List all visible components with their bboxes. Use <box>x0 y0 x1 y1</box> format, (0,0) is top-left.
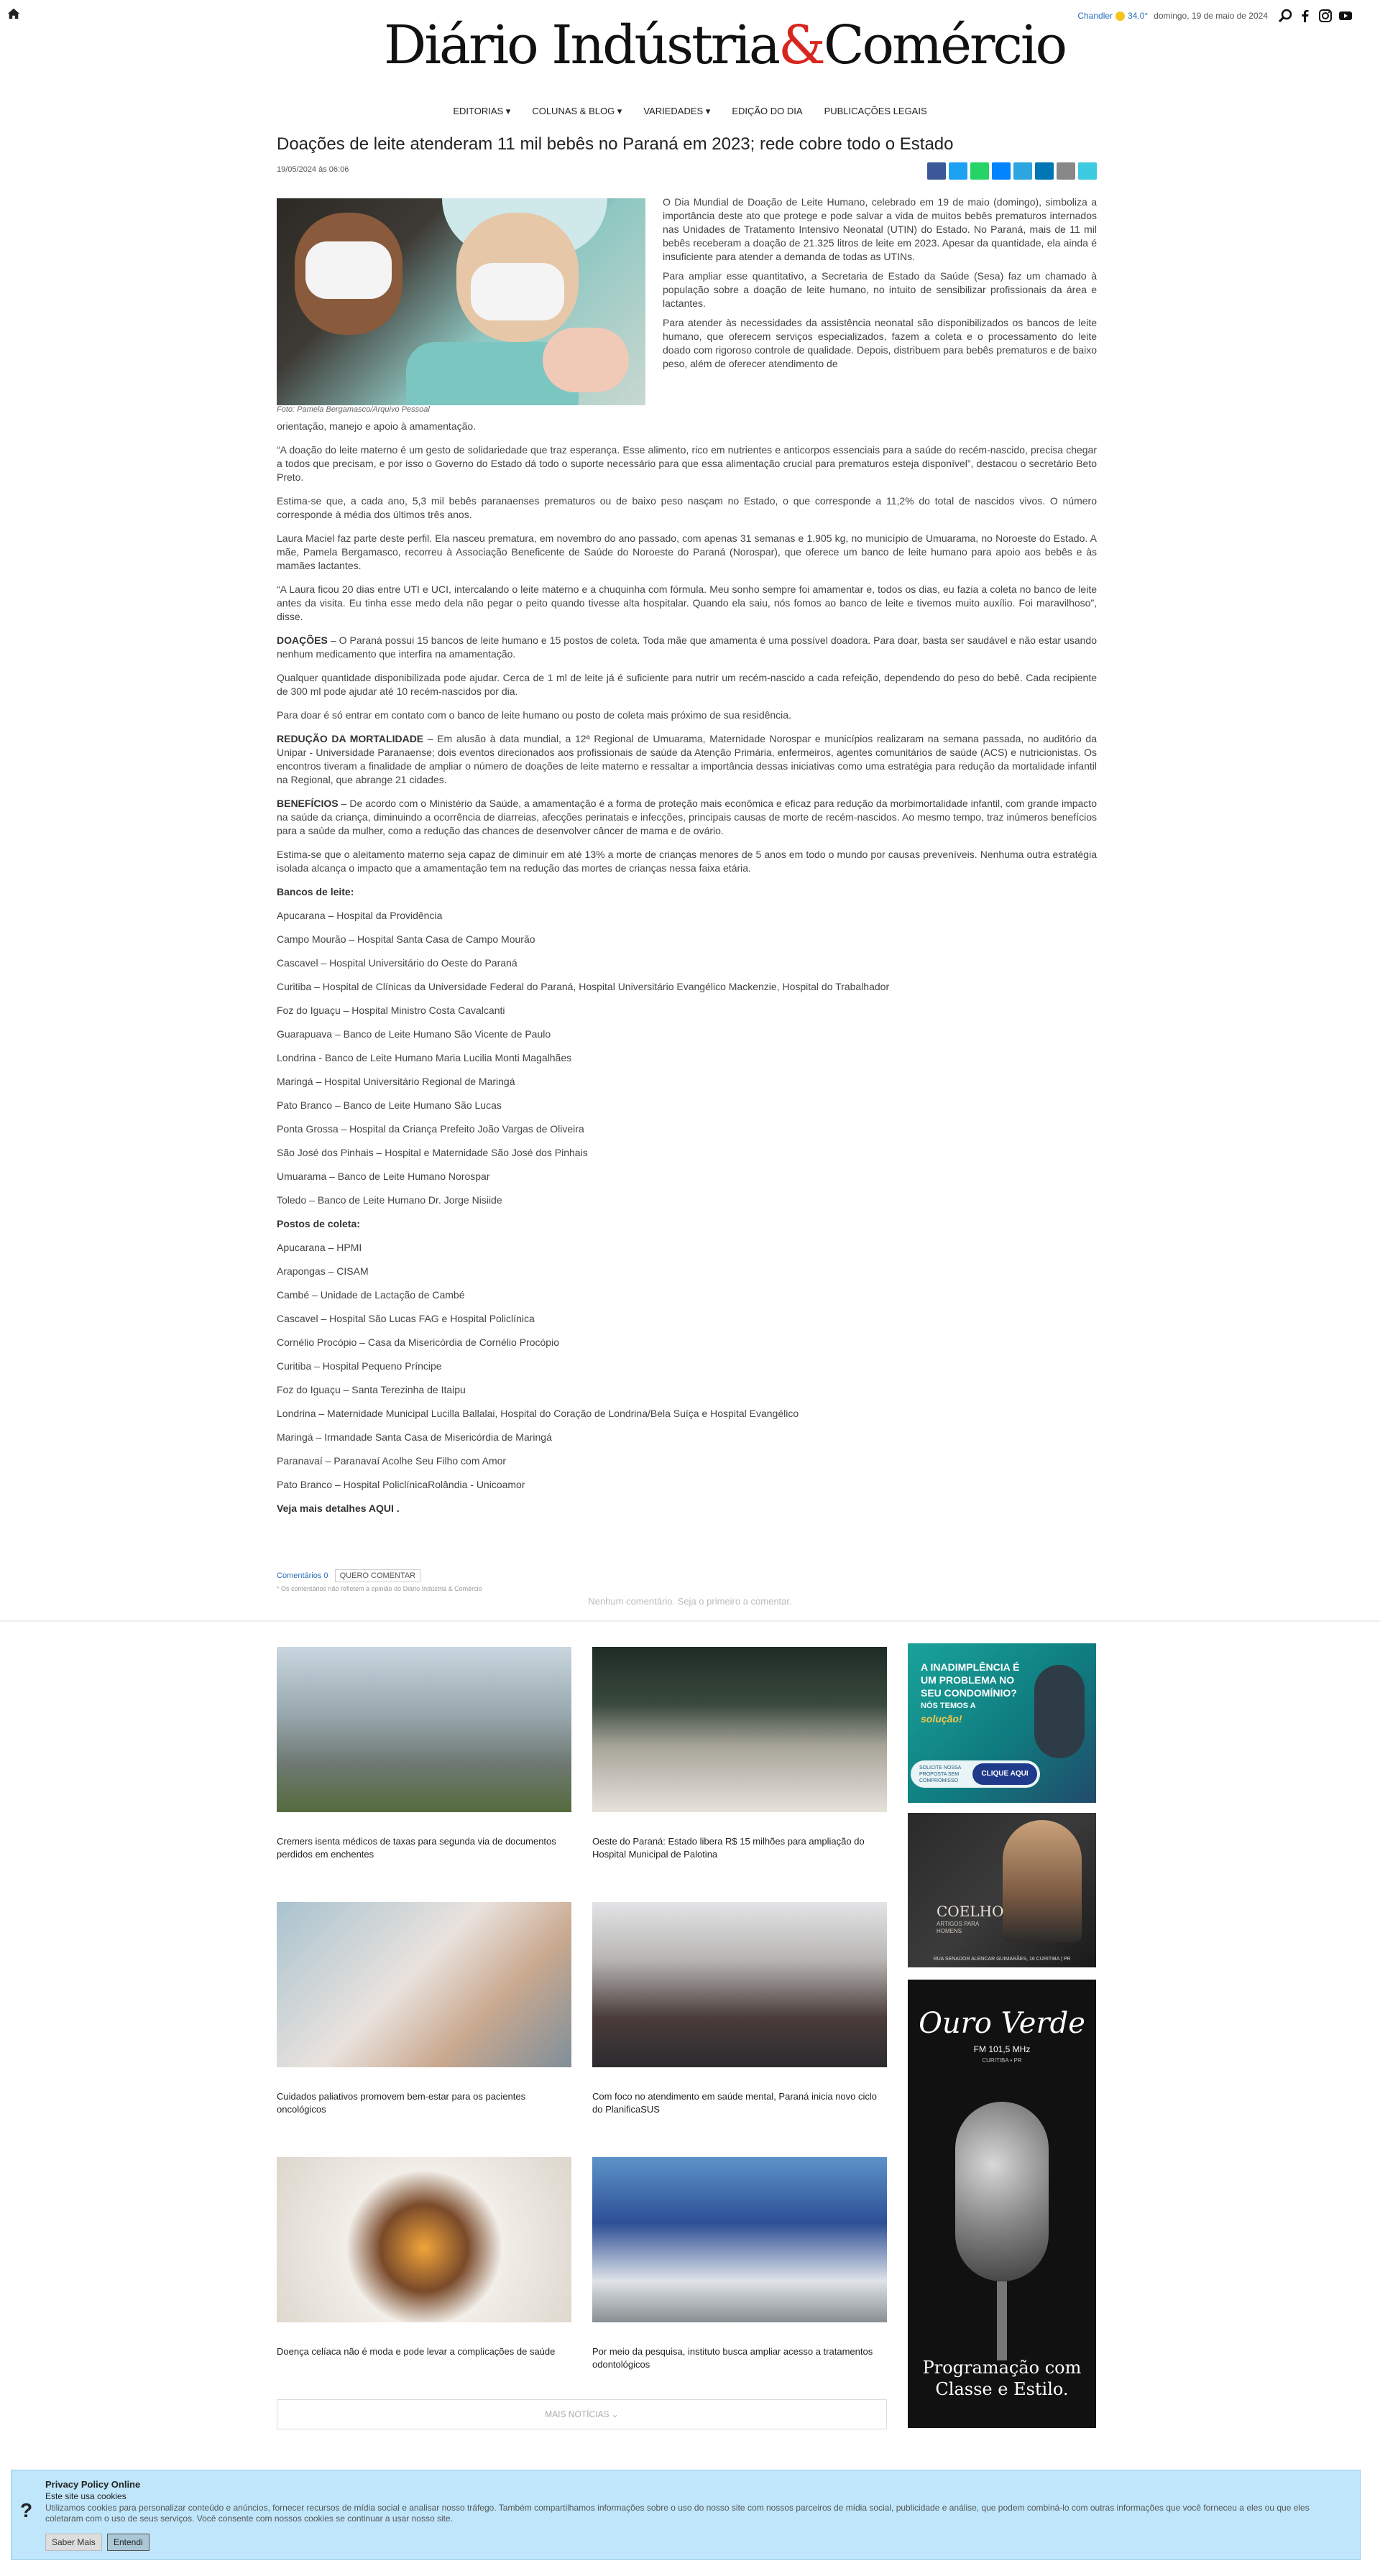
more-details-link[interactable]: Veja mais detalhes AQUI . <box>277 1502 400 1514</box>
article-body <box>277 420 1097 1525</box>
list-item: Pato Branco – Hospital PoliclínicaRolândia - Unicoamor <box>277 1479 525 1490</box>
privacy-subtitle: Este site usa cookies <box>45 2491 126 2501</box>
intro-paragraph: O Dia Mundial de Doação de Leite Humano, celebrado em 19 de maio (domingo), simboliza a importância deste ato que protege e pode salvar a vida de muitos bebês prematuros internados nas Unidades de Tratamento Intensivo Neonatal (UTIN) do Estado. No Paraná, mais de 11 mil bebês receberam a doação de 21.325 litros de leite em 2023. Apesar da quantidade, ela ainda é insuficiente para atender a demanda de todas as UTINs. <box>663 196 1097 262</box>
list-item: Londrina – Maternidade Municipal Lucilla Ballalai, Hospital do Coração de Londrina/Bela Suíça e Hospital Evangélico <box>277 1408 799 1419</box>
ad-person-figure <box>1034 1665 1085 1758</box>
instagram-icon[interactable] <box>1318 9 1333 23</box>
ad-radio-city: CURITIBA • PR <box>982 2057 1022 2064</box>
logo-ampersand: & <box>778 14 824 76</box>
article <box>277 134 1098 1514</box>
share-email-icon[interactable] <box>1057 162 1075 180</box>
comment-button[interactable]: QUERO COMENTAR <box>335 1569 421 1582</box>
youtube-icon[interactable] <box>1338 9 1353 23</box>
ad-radio-freq: FM 101,5 MHz <box>973 2044 1031 2054</box>
article-intro <box>663 195 1097 377</box>
list-item: Maringá – Hospital Universitário Regional de Maringá <box>277 1076 515 1087</box>
ad-text-line: A INADIMPLÊNCIA É <box>921 1661 1020 1673</box>
list-item: Apucarana – HPMI <box>277 1242 362 1253</box>
list-item: Toledo – Banco de Leite Humano Dr. Jorge Nisiide <box>277 1194 502 1206</box>
nav-edicao-do-dia[interactable]: EDIÇÃO DO DIA <box>732 106 803 116</box>
share-telegram-icon[interactable] <box>1013 162 1032 180</box>
paragraph: Para doar é só entrar em contato com o banco de leite humano ou posto de coleta mais próximo de sua residência. <box>277 709 791 721</box>
privacy-text: Utilizamos cookies para personalizar conteúdo e anúncios, fornecer recursos de mídia social e analisar nosso tráfego. Também compartilhamos informações sobre o uso do nosso site com nossos parceiros de mídia social, publicidade e análise, que podem combiná-lo com outras informações que você forneceu a eles ou que eles coletaram com o uso de seus serviços. Você consente com nossos cookies se continuar a usar nosso site. <box>45 2503 1310 2524</box>
article-title: Doações de leite atenderam 11 mil bebês no Paraná em 2023; rede cobre todo o Estado <box>277 134 954 154</box>
cookie-consent-banner <box>11 2470 1361 2560</box>
paragraph: Qualquer quantidade disponibilizada pode ajudar. Cerca de 1 ml de leite já é suficiente para nutrir um recém-nascido a cada refeição, dependendo do peso do bebê. Cada recipiente de 300 ml pode ajudar até 10 recém-nascidos por dia. <box>277 672 1097 697</box>
ad-text-line: solução! <box>921 1713 962 1725</box>
news-title[interactable]: Cuidados paliativos promovem bem-estar para os pacientes oncológicos <box>277 2091 526 2115</box>
list-item: Foz do Iguaçu – Santa Terezinha de Itaipu <box>277 1384 466 1395</box>
comments-bar <box>277 1569 482 1592</box>
list-item: Maringá – Irmandade Santa Casa de Misericórdia de Maringá <box>277 1431 552 1443</box>
article-date: 19/05/2024 às 06:06 <box>277 165 349 174</box>
share-facebook-icon[interactable] <box>927 162 946 180</box>
intro-paragraph: Para atender às necessidades da assistência neonatal são disponibilizados os bancos de leite humano, que oferecem serviços especializados, fazem a coleta e o processamento do leite doado com rigoroso controle de qualidade. Depois, distribuem para bebês prematuros e de baixo peso, além de oferecer atendimento de <box>663 317 1097 369</box>
ad-banner-coelho[interactable] <box>908 1813 1096 1967</box>
ad-slogan-line: Programação com <box>922 2358 1082 2378</box>
weather-temperature: 34.0° <box>1128 11 1149 21</box>
news-thumbnail[interactable] <box>592 1647 887 1812</box>
share-bar <box>927 162 1097 180</box>
main-nav <box>0 103 1380 120</box>
paragraph-continued: orientação, manejo e apoio à amamentação. <box>277 420 477 432</box>
paragraph: Laura Maciel faz parte deste perfil. Ela nasceu prematura, em novembro do ano passado, com apenas 31 semanas e 1.905 kg, no município de Umuarama, no Noroeste do Estado. A mãe, Pamela Bergamasco, recorreu à Associação Beneficente de Saúde do Noroeste do Paraná (Norospar), que oferece um banco de leite humano para apoio aos bebês e às mamães lactantes. <box>277 532 1097 571</box>
share-linkedin-icon[interactable] <box>1035 162 1054 180</box>
news-title[interactable]: Com foco no atendimento em saúde mental, Paraná inicia novo ciclo do PlanificaSUS <box>592 2091 877 2115</box>
news-title[interactable]: Oeste do Paraná: Estado libera R$ 15 milhões para ampliação do Hospital Municipal de Palotina <box>592 1836 865 1860</box>
ad-address: RUA SENADOR ALENCAR GUIMARÃES, 16 CURITIBA | PR <box>933 1957 1071 1962</box>
keyword-beneficios: BENEFÍCIOS <box>277 798 339 809</box>
nav-colunas-blog[interactable]: COLUNAS & BLOG ▾ <box>532 106 622 116</box>
ad-text-line: UM PROBLEMA NO <box>921 1674 1015 1686</box>
bancos-title: Bancos de leite: <box>277 886 354 897</box>
ad-cta-button[interactable]: CLIQUE AQUI <box>972 1763 1037 1785</box>
news-thumbnail[interactable] <box>277 2157 571 2322</box>
news-thumbnail[interactable] <box>277 1647 571 1812</box>
news-card[interactable] <box>592 2157 887 2371</box>
list-item: Cambé – Unidade de Lactação de Cambé <box>277 1289 465 1301</box>
list-item: São José dos Pinhais – Hospital e Maternidade São José dos Pinhais <box>277 1147 588 1158</box>
list-item: Arapongas – CISAM <box>277 1265 369 1277</box>
news-title[interactable]: Por meio da pesquisa, instituto busca ampliar acesso a tratamentos odontológicos <box>592 2346 873 2370</box>
intro-paragraph: Para ampliar esse quantitativo, a Secretaria de Estado da Saúde (Sesa) faz um chamado à população sobre a doação de leite humano, no intuito de sensibilizar profissionais da área e lactantes. <box>663 270 1097 309</box>
help-icon: ? <box>20 2499 33 2521</box>
ad-brand-sub: ARTIGOS PARA HOMENS <box>937 1921 979 1934</box>
news-title[interactable]: Cremers isenta médicos de taxas para segunda via de documentos perdidos em enchentes <box>277 1836 556 1860</box>
logo-part-2: Comércio <box>823 14 1066 76</box>
no-comments-message: Nenhum comentário. Seja o primeiro a comentar. <box>588 1596 792 1607</box>
news-card[interactable] <box>277 1902 571 2116</box>
list-item: Foz do Iguaçu – Hospital Ministro Costa Cavalcanti <box>277 1005 505 1016</box>
news-thumbnail[interactable] <box>592 2157 887 2322</box>
photo-caption: Foto: Pamela Bergamasco/Arquivo Pessoal <box>277 405 430 414</box>
list-item: Ponta Grossa – Hospital da Criança Prefeito João Vargas de Oliveira <box>277 1123 584 1135</box>
list-item: Cascavel – Hospital Universitário do Oeste do Paraná <box>277 957 518 969</box>
article-photo <box>277 198 645 405</box>
facebook-icon[interactable] <box>1298 9 1312 23</box>
list-item: Apucarana – Hospital da Providência <box>277 910 443 921</box>
nav-editorias[interactable]: EDITORIAS ▾ <box>453 106 511 116</box>
ad-banner-condominio[interactable] <box>908 1643 1096 1803</box>
beneficios-text: – De acordo com o Ministério da Saúde, a amamentação é a forma de proteção mais econômica e eficaz para redução da morbimortalidade infantil, com grande impacto na saúde da criança, diminuindo a ocorrência de diarreias, afecções perinatais e infecções, principais causas de morte de recém-nascidos. Ao mesmo tempo, traz inúmeros benefícios para a saúde da mulher, como a redução das chances de desenvolver câncer de mama e de ovário. <box>277 798 1097 836</box>
sun-icon <box>1116 11 1125 21</box>
comments-link[interactable] <box>277 1571 328 1580</box>
keyword-doacoes: DOAÇÕES <box>277 634 328 646</box>
doacoes-text: – O Paraná possui 15 bancos de leite humano e 15 postos de coleta. Toda mãe que amamenta é uma possível doadora. Para doar, basta ser saudável e não estar usando nenhum medicamento que interfira na amamentação. <box>277 634 1097 660</box>
paragraph: “A Laura ficou 20 dias entre UTI e UCI, intercalando o leite materno e a chuquinha com fórmula. Meu sonho sempre foi amamentar e, todos os dias, eu fazia a coleta no banco de leite antes da visita. Eu tinha esse medo dela não pegar o peito quando tivesse alta hospitalar. Quando ela saiu, nós fomos ao banco de leite e tivemos muito auxílio. Foi maravilhoso”, disse. <box>277 583 1097 622</box>
ad-banner-ouro-verde[interactable] <box>908 1980 1096 2428</box>
ad-cta-subtext: SOLICITE NOSSA PROPOSTA SEM COMPROMISSO <box>919 1765 961 1783</box>
bancos-list <box>277 885 1097 1515</box>
more-news-button[interactable]: MAIS NOTÍCIAS ⌄ <box>277 2399 887 2429</box>
keyword-reducao: REDUÇÃO DA MORTALIDADE <box>277 733 424 744</box>
list-item: Curitiba – Hospital Pequeno Príncipe <box>277 1360 442 1372</box>
ad-microphone-icon <box>955 2102 1049 2281</box>
ad-text-line: SEU CONDOMÍNIO? <box>921 1687 1017 1699</box>
paragraph: Estima-se que, a cada ano, 5,3 mil bebês paranaenses prematuros ou de baixo peso nasçam no Estado, o que corresponde a 11,2% do total de nascidos vivos. O número corresponde à média dos últimos três anos. <box>277 495 1097 520</box>
ad-brand: COELHO <box>937 1903 1004 1920</box>
news-thumbnail[interactable] <box>277 1902 571 2067</box>
share-copy-link-icon[interactable] <box>1078 162 1097 180</box>
list-item: Campo Mourão – Hospital Santa Casa de Campo Mourão <box>277 933 535 945</box>
list-item: Umuarama – Banco de Leite Humano Norospar <box>277 1171 490 1182</box>
section-divider <box>0 1620 1380 1622</box>
ad-text-line: NÓS TEMOS A <box>921 1702 976 1710</box>
paragraph-beneficios <box>277 797 1097 838</box>
comments-count: 0 <box>323 1571 328 1580</box>
weather-date <box>1077 9 1353 23</box>
accept-button[interactable]: Entendi <box>107 2534 150 2551</box>
reducao-text: – Em alusão à data mundial, a 12ª Regional de Umuarama, Maternidade Norospar e municípios realizaram na semana passada, no auditório da Unipar - Universidade Paranaense; dois eventos direcionados aos profissionais de saúde da Atenção Primária, enfermeiros, agentes comunitários de saúde (ACS) e nutricionistas. Os encontros tiveram a finalidade de ampliar o número de doações de leite materno e ressaltar a importância dessas iniciativas como uma estratégia para redução da mortalidade infantil na Regional, que abrange 21 cidades. <box>277 733 1098 785</box>
paragraph: “A doação do leite materno é um gesto de solidariedade que traz esperança. Esse alimento, rico em nutrientes e anticorpos essenciais para a saúde do recém-nascido, precisa chegar a todos que precisam, e por isso o Governo do Estado dá todo o suporte necessário para que essa alimentação crucial para prematuros esteja disponível”, destacou o secretário Beto Preto. <box>277 444 1097 483</box>
home-icon[interactable] <box>7 7 20 20</box>
nav-variedades[interactable]: VARIEDADES ▾ <box>643 106 711 116</box>
weather-city[interactable]: Chandler <box>1077 11 1113 21</box>
news-card[interactable] <box>592 1647 887 1861</box>
postos-title: Postos de coleta: <box>277 1218 360 1229</box>
list-item: Londrina - Banco de Leite Humano Maria Lucilia Monti Magalhães <box>277 1052 572 1063</box>
news-card[interactable] <box>277 1647 571 1861</box>
ad-microphone-stand <box>997 2281 1007 2360</box>
search-icon[interactable] <box>1278 9 1292 23</box>
privacy-title: Privacy Policy Online <box>45 2479 141 2490</box>
list-item: Cascavel – Hospital São Lucas FAG e Hospital Policlínica <box>277 1313 535 1324</box>
news-card[interactable] <box>592 1902 887 2116</box>
list-item: Pato Branco – Banco de Leite Humano São Lucas <box>277 1099 502 1111</box>
news-card[interactable] <box>277 2157 571 2358</box>
paragraph-reducao <box>277 732 1097 787</box>
nav-publicacoes-legais[interactable]: PUBLICAÇÕES LEGAIS <box>824 106 927 116</box>
ad-model-figure <box>1003 1820 1082 1942</box>
ad-radio-brand: Ouro Verde <box>919 2007 1085 2040</box>
comments-disclaimer: * Os comentários não refletem a opinião do Diário Indústria & Comércio <box>277 1585 482 1592</box>
share-twitter-icon[interactable] <box>949 162 967 180</box>
paragraph-doacoes <box>277 634 1097 661</box>
learn-more-button[interactable]: Saber Mais <box>45 2534 102 2551</box>
share-whatsapp-icon[interactable] <box>970 162 989 180</box>
news-title[interactable]: Doença celíaca não é moda e pode levar a complicações de saúde <box>277 2346 556 2357</box>
comments-label: Comentários <box>277 1571 322 1580</box>
list-item: Guarapuava – Banco de Leite Humano São Vicente de Paulo <box>277 1028 551 1040</box>
ad-cta-pill <box>911 1760 1040 1788</box>
list-item: Paranavaí – Paranavaí Acolhe Seu Filho com Amor <box>277 1455 507 1467</box>
ad-slogan-line: Classe e Estilo. <box>935 2379 1069 2399</box>
site-logo[interactable] <box>384 14 1066 76</box>
share-messenger-icon[interactable] <box>992 162 1011 180</box>
list-item: Cornélio Procópio – Casa da Misericórdia de Cornélio Procópio <box>277 1337 559 1348</box>
current-date: domingo, 19 de maio de 2024 <box>1154 11 1268 21</box>
list-item: Curitiba – Hospital de Clínicas da Universidade Federal do Paraná, Hospital Universitário Evangélico Mackenzie, Hospital do Trabalhador <box>277 981 890 992</box>
logo-part-1: Diário Indústria <box>384 14 779 76</box>
news-thumbnail[interactable] <box>592 1902 887 2067</box>
paragraph: Estima-se que o aleitamento materno seja capaz de diminuir em até 13% a morte de crianças menores de 5 anos em todo o mundo por causas preveníveis. Nenhuma outra estratégia isolada alcança o impacto que a amamentação tem na redução das mortes de crianças nessa faixa etária. <box>277 849 1097 874</box>
